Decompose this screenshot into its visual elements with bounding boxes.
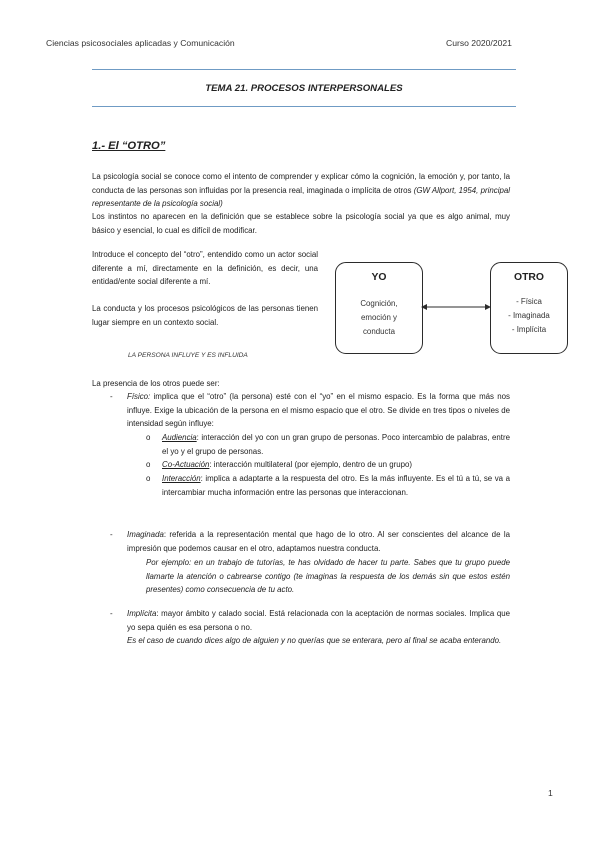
imaginada-term: Imaginada — [127, 530, 164, 539]
otro-title: OTRO — [513, 272, 544, 283]
otro-lines — [491, 295, 567, 337]
yo-box — [335, 262, 423, 354]
yo-line: emoción y — [361, 313, 397, 322]
header-course-title: Ciencias psicosociales aplicadas y Comunicación — [46, 38, 235, 48]
implicita-item — [127, 607, 510, 634]
bullet-dash: - — [110, 609, 113, 618]
bullet-dash: - — [110, 392, 113, 401]
otro-line: - Implícita — [511, 325, 547, 334]
intro-text: La psicología social se conoce como el intento de comprender y explicar cómo la cognición, la emoción y, por tanto, la conducta de las personas son influidas por la presencia real, imaginada o implícita de otros — [92, 172, 510, 195]
audiencia-text: : interacción del yo con un gran grupo de personas. Poco intercambio de palabras, entre el yo y el grupo de personas. — [162, 433, 510, 456]
fisico-item — [127, 390, 510, 431]
social-context-paragraph: La conducta y los procesos psicológicos de las personas tienen lugar siempre en un contexto social. — [92, 304, 318, 327]
coactuacion-term: Co-Actuación — [162, 460, 210, 469]
presence-intro: La presencia de los otros puede ser: — [92, 379, 220, 388]
interaccion-item — [162, 472, 510, 499]
bullet-circle: o — [146, 433, 151, 442]
implicita-example: Es el caso de cuando dices algo de alguien y no querías que se enterara, pero al final se acaba enterando. — [127, 636, 502, 645]
otro-box — [490, 262, 568, 354]
bullet-circle: o — [146, 460, 151, 469]
imaginada-example: Por ejemplo: en un trabajo de tutorías, te has olvidado de hacer tu parte. Sabes que tu grupo puede llamarte la atención o cabrearse contigo (te imaginas la respuesta de los demás sin que estos estén presentes) como consecuencia de tu acto. — [146, 558, 510, 595]
yo-lines — [336, 297, 422, 339]
otro-line: - Física — [516, 297, 542, 306]
bullet-dash: - — [110, 530, 113, 539]
instincts-paragraph: Los instintos no aparecen en la definición que se establece sobre la psicología social ya que es algo animal, muy básico y esencial, lo cual es difícil de modificar. — [92, 212, 510, 235]
intro-paragraph — [92, 170, 510, 211]
imaginada-text: : referida a la representación mental que hago de lo otro. Al ser conscientes del alcance de la impresión que podemos causar en el otro, adaptamos nuestra conducta. — [127, 530, 510, 553]
coactuacion-item — [162, 458, 510, 472]
page-title: TEMA 21. PROCESOS INTERPERSONALES — [205, 83, 403, 94]
intro-citation: (GW Allport, 1954, principal representante de la psicología social) — [92, 185, 510, 209]
header-academic-year: Curso 2020/2021 — [446, 38, 512, 48]
diagram-caption: LA PERSONA INFLUYE Y ES INFLUIDA — [128, 352, 248, 359]
bidirectional-arrow — [421, 301, 491, 313]
coactuacion-text: : interacción multilateral (por ejemplo, dentro de un grupo) — [209, 460, 413, 469]
audiencia-item — [162, 431, 510, 458]
page-number: 1 — [548, 788, 553, 798]
imaginada-item — [127, 528, 510, 555]
title-rule-bottom — [92, 106, 516, 107]
yo-line: Cognición, — [360, 299, 398, 308]
concept-paragraph: Introduce el concepto del “otro”, entendido como un actor social diferente a mí, directamente en la definición, es decir, una entidad/ente social diferente a mí. — [92, 250, 318, 287]
implicita-text: : mayor ámbito y calado social. Está relacionada con la aceptación de normas sociales. Implica que yo sepa quién es esa persona o no. — [127, 609, 510, 632]
fisico-term: Físico: — [127, 392, 151, 401]
title-rule-top — [92, 69, 516, 70]
interaccion-term: Interacción — [162, 474, 201, 483]
bullet-circle: o — [146, 474, 151, 483]
yo-title: YO — [371, 272, 387, 283]
fisico-text: implica que el “otro” (la persona) esté con el “yo” en el mismo espacio. Es la forma que más nos influye. Exige la ubicación de la persona en el mismo espacio que el otro. Se divide en tres tipos o niveles de intensidad según influye: — [127, 392, 510, 429]
interaccion-text: : implica a adaptarte a la respuesta del otro. Es la más influyente. Es el tú a tú, se va a intercambiar mucha información entre las personas que interaccionan. — [162, 474, 510, 497]
yo-line: conducta — [362, 327, 396, 336]
audiencia-term: Audiencia — [162, 433, 197, 442]
section-heading: 1.- El “OTRO” — [92, 140, 166, 152]
otro-line: - Imaginada — [508, 311, 550, 320]
implicita-term: Implícita — [127, 609, 157, 618]
